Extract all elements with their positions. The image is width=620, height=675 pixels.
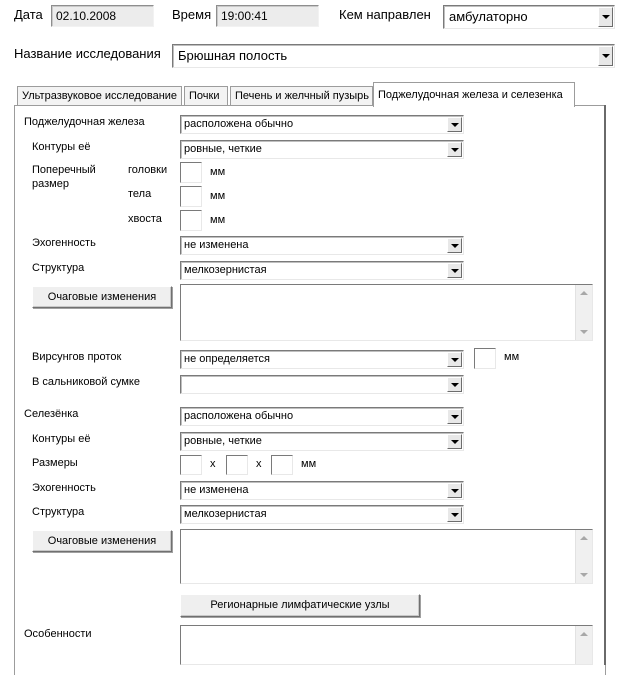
pancreas-label: Поджелудочная железа [24, 116, 145, 128]
spleen-size-1-input[interactable] [180, 455, 202, 475]
referred-label: Кем направлен [339, 7, 431, 22]
scroll-down-icon[interactable] [580, 573, 588, 577]
wirsung-value: не определяется [184, 353, 270, 365]
tail-size-input[interactable] [180, 210, 202, 231]
scroll-up-icon[interactable] [580, 536, 588, 540]
spleen-size-unit: мм [301, 458, 317, 470]
wirsung-unit: мм [504, 351, 520, 363]
wirsung-size-input[interactable] [474, 348, 496, 369]
study-label: Название исследования [14, 46, 161, 61]
body-label: тела [128, 188, 152, 200]
spleen-echo-combo[interactable] [180, 481, 464, 500]
spleen-size-3-input[interactable] [271, 455, 293, 475]
times-sign: х [210, 458, 216, 470]
spleen-focal-changes-memo[interactable] [180, 529, 593, 584]
tail-unit: мм [210, 214, 226, 226]
transverse-size-label-2: размер [32, 178, 69, 190]
head-unit: мм [210, 166, 226, 178]
features-label: Особенности [24, 628, 92, 640]
spleen-focal-changes-button[interactable]: Очаговые изменения [32, 530, 172, 552]
pancreas-structure-value: мелкозернистая [184, 264, 267, 276]
chevron-down-icon[interactable] [598, 7, 613, 27]
tab-label: Почки [189, 90, 220, 102]
spleen-structure-label: Структура [32, 506, 85, 518]
chevron-down-icon[interactable] [447, 483, 462, 498]
spleen-label: Селезёнка [24, 408, 79, 420]
spleen-structure-value: мелкозернистая [184, 508, 267, 520]
spleen-contours-combo[interactable] [180, 432, 464, 451]
scroll-down-icon[interactable] [580, 330, 588, 334]
spleen-echo-value: не изменена [184, 484, 249, 496]
spleen-position-value: расположена обычно [184, 410, 294, 422]
spleen-contours-label: Контуры её [32, 433, 91, 445]
chevron-down-icon[interactable] [447, 117, 462, 132]
pancreas-echo-label: Эхогенность [32, 237, 96, 249]
chevron-down-icon[interactable] [447, 352, 462, 367]
chevron-down-icon[interactable] [447, 409, 462, 424]
study-combo[interactable] [172, 44, 615, 68]
pancreas-echo-value: не изменена [184, 239, 249, 251]
tab-kidneys[interactable] [184, 86, 228, 106]
wirsung-label: Вирсунгов проток [32, 351, 122, 363]
pancreas-position-combo[interactable] [180, 115, 464, 134]
pancreas-position-value: расположена обычно [184, 118, 294, 130]
tab-liver[interactable] [230, 86, 373, 106]
referred-value: амбулаторно [449, 9, 528, 24]
tab-label: Печень и желчный пузырь [235, 90, 370, 102]
tab-ultrasound[interactable] [17, 86, 182, 106]
pancreas-contours-value: ровные, четкие [184, 143, 262, 155]
tab-pancreas-spleen[interactable] [373, 82, 575, 107]
body-size-input[interactable] [180, 186, 202, 207]
pancreas-structure-combo[interactable] [180, 261, 464, 280]
panel-edge [604, 105, 606, 665]
omental-bursa-combo[interactable] [180, 375, 464, 394]
spleen-sizes-label: Размеры [32, 457, 78, 469]
omental-bursa-label: В сальниковой сумке [32, 376, 140, 388]
chevron-down-icon[interactable] [447, 263, 462, 278]
head-label: головки [128, 164, 168, 176]
memo-scrollbar[interactable] [575, 626, 592, 664]
spleen-position-combo[interactable] [180, 407, 464, 426]
memo-scrollbar[interactable] [575, 285, 592, 340]
date-label: Дата [14, 7, 43, 22]
spleen-echo-label: Эхогенность [32, 482, 96, 494]
features-memo[interactable] [180, 625, 593, 665]
time-label: Время [172, 7, 212, 22]
spleen-structure-combo[interactable] [180, 505, 464, 524]
chevron-down-icon[interactable] [598, 46, 613, 66]
tail-label: хвоста [128, 213, 162, 225]
pancreas-focal-changes-memo[interactable] [180, 284, 593, 341]
scroll-up-icon[interactable] [580, 291, 588, 295]
head-size-input[interactable] [180, 162, 202, 183]
time-field[interactable]: 19:00:41 [216, 5, 319, 27]
times-sign: х [256, 458, 262, 470]
lymph-nodes-button[interactable]: Регионарные лимфатические узлы [180, 594, 420, 617]
memo-scrollbar[interactable] [575, 530, 592, 583]
tab-label: Поджелудочная железа и селезенка [378, 89, 563, 101]
transverse-size-label: Поперечный [32, 164, 96, 176]
body-unit: мм [210, 190, 226, 202]
chevron-down-icon[interactable] [447, 507, 462, 522]
chevron-down-icon[interactable] [447, 238, 462, 253]
chevron-down-icon[interactable] [447, 434, 462, 449]
spleen-contours-value: ровные, четкие [184, 435, 262, 447]
scroll-up-icon[interactable] [580, 632, 588, 636]
pancreas-contours-label: Контуры её [32, 141, 91, 153]
study-value: Брюшная полость [178, 48, 288, 63]
date-field[interactable]: 02.10.2008 [51, 5, 154, 27]
pancreas-contours-combo[interactable] [180, 140, 464, 159]
chevron-down-icon[interactable] [447, 377, 462, 392]
pancreas-structure-label: Структура [32, 262, 85, 274]
referred-combo[interactable] [443, 5, 615, 29]
pancreas-echo-combo[interactable] [180, 236, 464, 255]
tab-label: Ультразвуковое исследование [22, 90, 178, 102]
chevron-down-icon[interactable] [447, 142, 462, 157]
wirsung-combo[interactable] [180, 350, 464, 369]
spleen-size-2-input[interactable] [226, 455, 248, 475]
pancreas-focal-changes-button[interactable]: Очаговые изменения [32, 286, 172, 308]
